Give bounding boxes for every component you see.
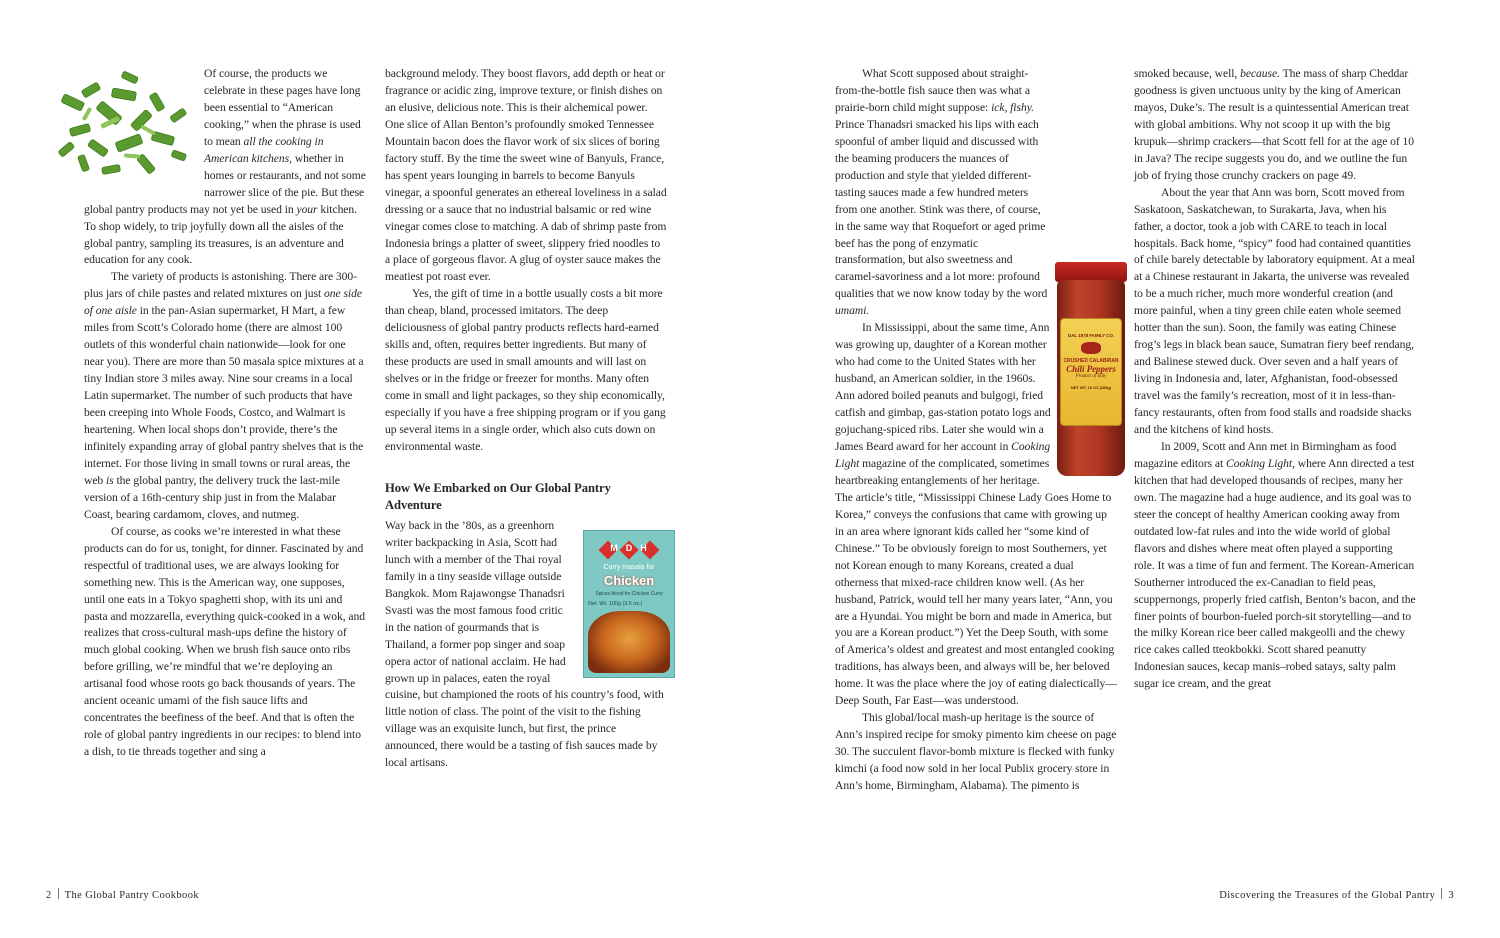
left-footer	[46, 888, 199, 901]
jar-line-1: CRUSHED CALABRIAN	[1063, 358, 1119, 364]
chopped-green-onion-image	[52, 68, 200, 186]
jar-line-3: Product of Italy	[1075, 374, 1107, 379]
paragraph: smoked because, well, because. The mass of sharp Cheddar goodness is given unctuous unity by the king of American mayos, Duke’s. The result is a quintessential American treat with global ambitions. Why not scoop it up with the big krupuk—shrimp crackers—that Scott fell for at the age of 10 in Java? The recipe suggests you do, and we outline the fun job of frying those crunchy crackers on page 49.	[1134, 67, 1415, 182]
right-footer	[1219, 888, 1454, 901]
paragraph: Of course, the products we celebrate in these pages have long been essential to “American cooking,” when the phrase is used to mean all the cooking in American kitchens, whether in homes or restaurants, and not some narrower slice of the pie. But these global pantry products may not yet be used in your kitchen. To shop widely, to trip joyfully down all the aisles of the global pantry, sampling its treasures, is an adventure and education for any cook.	[84, 67, 366, 267]
curry-bowl-illustration	[588, 611, 670, 673]
paragraph: About the year that Ann was born, Scott moved from Saskatoon, Saskatchewan, to Surakarta, Java, when his father, a doctor, took a job with CARE to teach in local hospitals. Back home, “spicy” food had contained quantities of chile barely detectable by laboratory equipment. At a meal at a Chinese restaurant in Jakarta, the universe was revealed to be a much richer, much more wonderful creation (and more painful, when a tiny green chile eaten whole seemed hotter than the sun). Soon, the family was eating Chinese frog’s legs in black bean sauce, Sumatran fiery beef rendang, and Balinese stewed duck. Over seven and a half years of living in Indonesia and, later, Afghanistan, food-obsessed travel was the family’s recreation, most of it in less-than-fancy restaurants, often from food stalls and roadside shacks and the kitchens of kind hosts.	[1134, 185, 1415, 437]
paragraph: background melody. They boost flavors, add depth or heat or fragrance or acidic zing, improve texture, or finish dishes on an elusive, delicious note. This is their alchemical power. One slice of Allan Benton’s profoundly smoked Tennessee Mountain bacon does the flavor work of six slices of boring factory stuff. By the time the sweet wine of Banyuls, France, has spent years lounging in barrels to become Banyuls vinegar, a spoonful generates an ethereal loveliness in a salad dressing or a sauce that no industrial balsamic or red wine vinegar comes close to matching. A dab of shrimp paste from Indonesia brings a platter of sweet, slippery fried noodles to a place of gorgeous flavor. A glug of oyster sauce makes the meatiest pot roast ever.	[385, 67, 667, 284]
masala-box-image	[583, 530, 675, 678]
paragraph: Yes, the gift of time in a bottle usually costs a bit more than cheap, bland, processed imitators. The deep deliciousness of global pantry products reflects hard-earned skills and, often, requires better ingredients. But many of these products are used in small amounts and will last on shelves or in the fridge or freezer for months. Many often come in small and light packages, so they ship economically, especially if you have a free shipping program or if you gang up several items in a single order, which also cuts down on environmental waste.	[385, 287, 666, 453]
jar-brand: DAL 1978 FAMILY CO.	[1068, 333, 1114, 338]
paragraph: In 2009, Scott and Ann met in Birmingham as food magazine editors at Cooking Light, where Ann directed a test kitchen that had developed thousands of recipes, many her own. The magazine had a huge audience, and its goal was to steer the concept of healthy American cooking away from outdated low-fat rules and into the wide world of global flavors and dishes where meat often played a supporting role. It was a time of fun and ferment. The Korean-American Southerner introduced the ex-Canadian to field peas, scuppernongs, properly fried catfish, Benton’s bacon, and the finer points of bourbon-fueled porch-sit storytelling—and to the milky Korean rice beer called makgeolli and the chewy rice cakes called tteokbokki. Scott shared peanutty Indonesian sauces, kecap manis–robed satays, salty palm sugar ice cream, and the great	[1134, 439, 1416, 691]
masala-name: Chicken	[603, 572, 655, 588]
masala-weight: Net. Wt. 100g (3.5 oz.)	[588, 600, 643, 607]
column-1	[84, 66, 366, 761]
column-2	[385, 66, 667, 772]
column-4	[1134, 66, 1416, 693]
chili-jar-image	[1059, 262, 1123, 477]
masala-brand: MDH	[610, 542, 655, 553]
running-head-right: Discovering the Treasures of the Global Pantry	[1219, 890, 1436, 901]
footer-separator	[58, 888, 59, 899]
jar-line-2: Chili Peppers	[1066, 364, 1116, 374]
page-number-left: 2	[46, 890, 52, 901]
column-3	[835, 66, 1117, 795]
paragraph: This global/local mash-up heritage is the source of Ann’s inspired recipe for smoky pimento kim cheese on page 30. The succulent flavor-bomb mixture is flecked with funky kimchi (a food now sold in her local Publix grocery store in Ann’s home, Birmingham, Alabama). The pimento is	[835, 711, 1117, 793]
footer-separator	[1441, 888, 1442, 899]
paragraph: Way back in the ’80s, as a greenhorn writer backpacking in Asia, Scott had lunch with a member of the Thai royal family in a tiny seaside village outside Bangkok. Mom Rajawongse Thanadsri Svasti was the most famous food critic in the nation of gourmands that is Thailand, a former pop singer and soap opera actor of national acclaim. He had grown up in palaces, eaten the royal cuisine, but championed the roots of his country’s food, with little notion of class. The point of the visit to the fishing village was an exquisite lunch, but first, the prince announced, there would be a tasting of fish sauces made by local artisans.	[385, 518, 664, 770]
jar-weight: NET WT. 10 OZ (285g)	[1070, 385, 1112, 390]
running-head-left: The Global Pantry Cookbook	[64, 890, 200, 901]
page-number-right: 3	[1448, 890, 1454, 901]
paragraph: What Scott supposed about straight-from-the-bottle fish sauce then was what a prairie-born child might suppose: ick, fishy. Prince Thanadsri smacked his lips with each spoonful of amber liquid and discussed with the beaming producers the nuances of production and style that yielded different-tasting sauces made a few hundred meters from one another. Stink was there, of course, in the same way that Roquefort or aged prime beef has the pong of enzymatic transformation, but also sweetness and caramel-savoriness and a lot more: profound qualities that we now know today by the word umami.	[835, 67, 1048, 318]
masala-line: Curry masala for	[603, 563, 655, 571]
section-heading: How We Embarked on Our Global Pantry Adventure	[385, 480, 611, 512]
masala-subtitle: Spices blend for Chicken Curry	[595, 590, 663, 597]
paragraph: In Mississippi, about the same time, Ann was growing up, daughter of a Korean mother who had come to the United States with her husband, an American soldier, in the 1960s. Ann adored boiled peanuts and bulgogi, fried catfish and gimbap, gas-station potato logs and gojuchang-spiced ribs. Later she would win a James Beard award for her account in Cooking Light magazine of the complicated, sometimes heartbreaking entanglements of her heritage. The article’s title, “Mississippi Chinese Lady Goes Home to Korea,” conveys the confusions that came with growing up in an area where ignorant kids called her “some kind of Chinese.” To be obviously foreign to most Southerners, yet not Korean enough to many Koreans, created a dual otherness that mixed-race children know well. (As her husband, Patrick, would tell her many years later, “Ann, you are a Hyundai. You might be born and made in America, but you are a Korean product.”) Yet the Deep South, with some of America’s oldest and greatest and most entangled cooking traditions, has always been, and always will be, her beloved home. It was the place where the joy of eating dialectically—Deep South, Far East—was understood.	[835, 321, 1117, 708]
paragraph: The variety of products is astonishing. There are 300-plus jars of chile pastes and related mixtures on just one side of one aisle in the pan-Asian supermarket, H Mart, a few miles from Scott’s Colorado home (there are almost 100 outlets of this wonderful chain nationwide—look for one near you). There are more than 50 masala spice mixtures at a tiny Indian store 3 miles away. Nine sour creams in a local Latin supermarket. The number of such products that have been creeping into Whole Foods, Costco, and Walmart is heartening. When local shops don’t provide, there’s the infinitely expanding array of global pantry shelves that is the internet. For those living in small towns or rural areas, the web is the global pantry, the delivery truck the last-mile version of a 16th-century ship just in from the Malabar Coast, bearing cardamom, cloves, and nutmeg.	[84, 270, 364, 521]
paragraph: Of course, as cooks we’re interested in what these products can do for us, tonight, for dinner. Fascinated by and respectful of traditional uses, we are always looking for something new. This is the American way, one supposes, until one eats in a Tokyo spaghetti shop, with its uni and pasta and mozzarella, everything quick-cooked in a wok, and realizes that cross-cultural mash-ups define the history of much global cooking. When we brush fish sauce onto ribs before grilling, we’re mindful that we’re deploying an artisanal food whose roots go back thousands of years. The ancient oceanic umami of the fish sauce lifts and concentrates the beefiness of the beef. And that is often the role of global pantry ingredients in our recipes: to blend into a dish, to tie threads together and sing a	[84, 524, 365, 759]
